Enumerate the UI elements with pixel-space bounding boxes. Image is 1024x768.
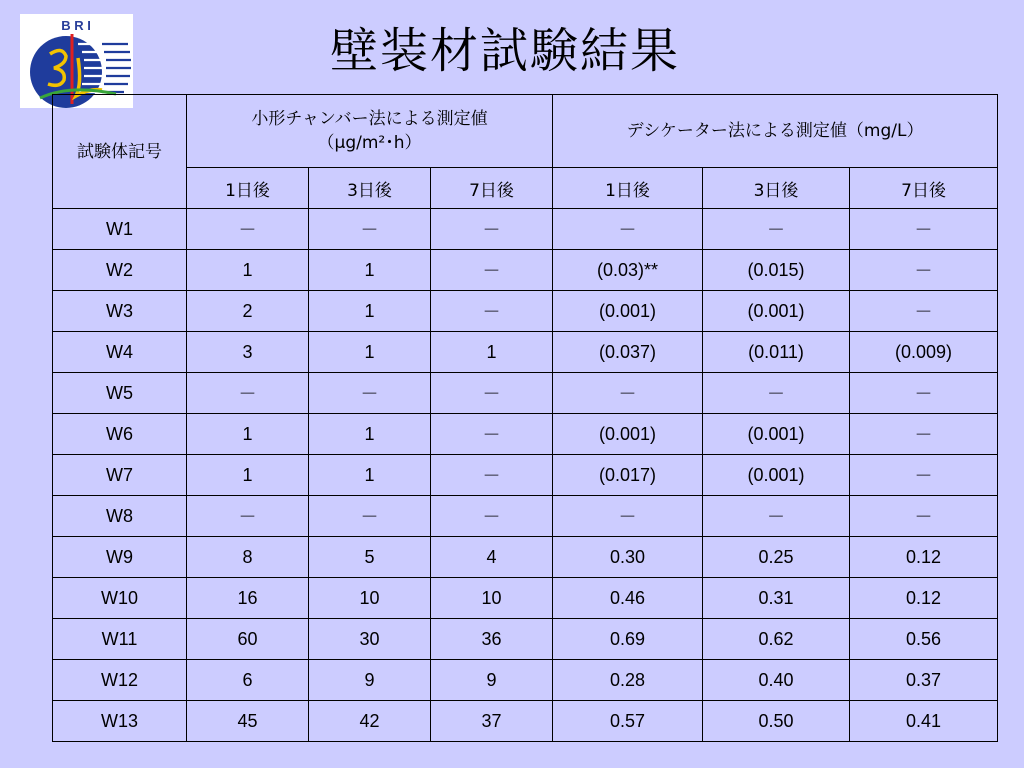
specimen-code-cell: W1 [53,209,187,250]
header-specimen-code: 試験体記号 [53,95,187,209]
value-cell: (0.017) [553,455,703,496]
value-cell: 0.62 [703,619,850,660]
value-cell: 10 [309,578,431,619]
value-cell: 0.57 [553,701,703,742]
specimen-code-cell: W13 [53,701,187,742]
value-cell: 2 [187,291,309,332]
value-cell: － [431,250,553,291]
value-cell: 1 [309,455,431,496]
value-cell: 36 [431,619,553,660]
value-cell: 1 [309,414,431,455]
header-day-desiccator-0: 1日後 [553,168,703,209]
header-desiccator-method: デシケーター法による測定値（mg/L） [553,95,998,168]
value-cell: － [553,373,703,414]
value-cell: 1 [187,414,309,455]
value-cell: － [187,373,309,414]
header-chamber-title: 小形チャンバー法による測定値 [251,109,488,129]
value-cell: 42 [309,701,431,742]
specimen-code-cell: W5 [53,373,187,414]
value-cell: 0.40 [703,660,850,701]
header-day-desiccator-2: 7日後 [850,168,998,209]
value-cell: 0.28 [553,660,703,701]
value-cell: 0.12 [850,578,998,619]
table-row [53,291,998,332]
value-cell: － [309,373,431,414]
value-cell: 0.30 [553,537,703,578]
value-cell: － [850,496,998,537]
table-row [53,250,998,291]
value-cell: － [309,209,431,250]
value-cell: － [850,209,998,250]
value-cell: 37 [431,701,553,742]
header-chamber-method [187,95,553,168]
table-row [53,496,998,537]
value-cell: － [703,496,850,537]
header-day-chamber-0: 1日後 [187,168,309,209]
value-cell: 60 [187,619,309,660]
value-cell: － [850,455,998,496]
table-row [53,455,998,496]
value-cell: 0.25 [703,537,850,578]
value-cell: (0.03)** [553,250,703,291]
value-cell: 1 [431,332,553,373]
table-row [53,373,998,414]
table-row [53,578,998,619]
table-row [53,660,998,701]
value-cell: 1 [187,250,309,291]
value-cell: (0.001) [553,414,703,455]
value-cell: － [553,496,703,537]
value-cell: 0.12 [850,537,998,578]
specimen-code-cell: W8 [53,496,187,537]
value-cell: － [431,414,553,455]
value-cell: 8 [187,537,309,578]
value-cell: 4 [431,537,553,578]
value-cell: 0.56 [850,619,998,660]
value-cell: － [431,496,553,537]
value-cell: － [431,291,553,332]
specimen-code-cell: W2 [53,250,187,291]
logo-text: B R I [61,18,91,33]
value-cell: 1 [309,291,431,332]
table-body [53,209,998,742]
value-cell: 1 [187,455,309,496]
value-cell: (0.037) [553,332,703,373]
value-cell: (0.011) [703,332,850,373]
value-cell: (0.001) [703,291,850,332]
value-cell: (0.009) [850,332,998,373]
value-cell: － [850,373,998,414]
table-row [53,209,998,250]
value-cell: 0.46 [553,578,703,619]
value-cell: 0.69 [553,619,703,660]
value-cell: 3 [187,332,309,373]
value-cell: 10 [431,578,553,619]
value-cell: － [187,496,309,537]
value-cell: 30 [309,619,431,660]
header-day-desiccator-1: 3日後 [703,168,850,209]
value-cell: － [850,291,998,332]
value-cell: － [703,373,850,414]
results-table [52,94,998,742]
value-cell: － [553,209,703,250]
value-cell: 45 [187,701,309,742]
table-row [53,619,998,660]
specimen-code-cell: W3 [53,291,187,332]
value-cell: (0.001) [553,291,703,332]
specimen-code-cell: W10 [53,578,187,619]
value-cell: － [850,250,998,291]
header-day-chamber-2: 7日後 [431,168,553,209]
value-cell: － [431,373,553,414]
value-cell: － [431,455,553,496]
table-row [53,537,998,578]
value-cell: 6 [187,660,309,701]
value-cell: 1 [309,250,431,291]
value-cell: (0.001) [703,455,850,496]
header-day-row [53,168,998,209]
value-cell: 0.41 [850,701,998,742]
table-row [53,414,998,455]
specimen-code-cell: W7 [53,455,187,496]
value-cell: 0.50 [703,701,850,742]
specimen-code-cell: W9 [53,537,187,578]
value-cell: － [431,209,553,250]
value-cell: 9 [431,660,553,701]
specimen-code-cell: W4 [53,332,187,373]
specimen-code-cell: W12 [53,660,187,701]
value-cell: 16 [187,578,309,619]
value-cell: － [703,209,850,250]
value-cell: 9 [309,660,431,701]
table-row [53,332,998,373]
value-cell: － [850,414,998,455]
value-cell: － [187,209,309,250]
value-cell: 5 [309,537,431,578]
table-row [53,701,998,742]
header-day-chamber-1: 3日後 [309,168,431,209]
value-cell: (0.015) [703,250,850,291]
value-cell: 0.31 [703,578,850,619]
specimen-code-cell: W6 [53,414,187,455]
page-title: 壁装材試験結果 [329,23,680,79]
value-cell: 0.37 [850,660,998,701]
value-cell: 1 [309,332,431,373]
value-cell: (0.001) [703,414,850,455]
value-cell: － [309,496,431,537]
specimen-code-cell: W11 [53,619,187,660]
header-chamber-unit: （μg/m²･h） [317,133,422,153]
